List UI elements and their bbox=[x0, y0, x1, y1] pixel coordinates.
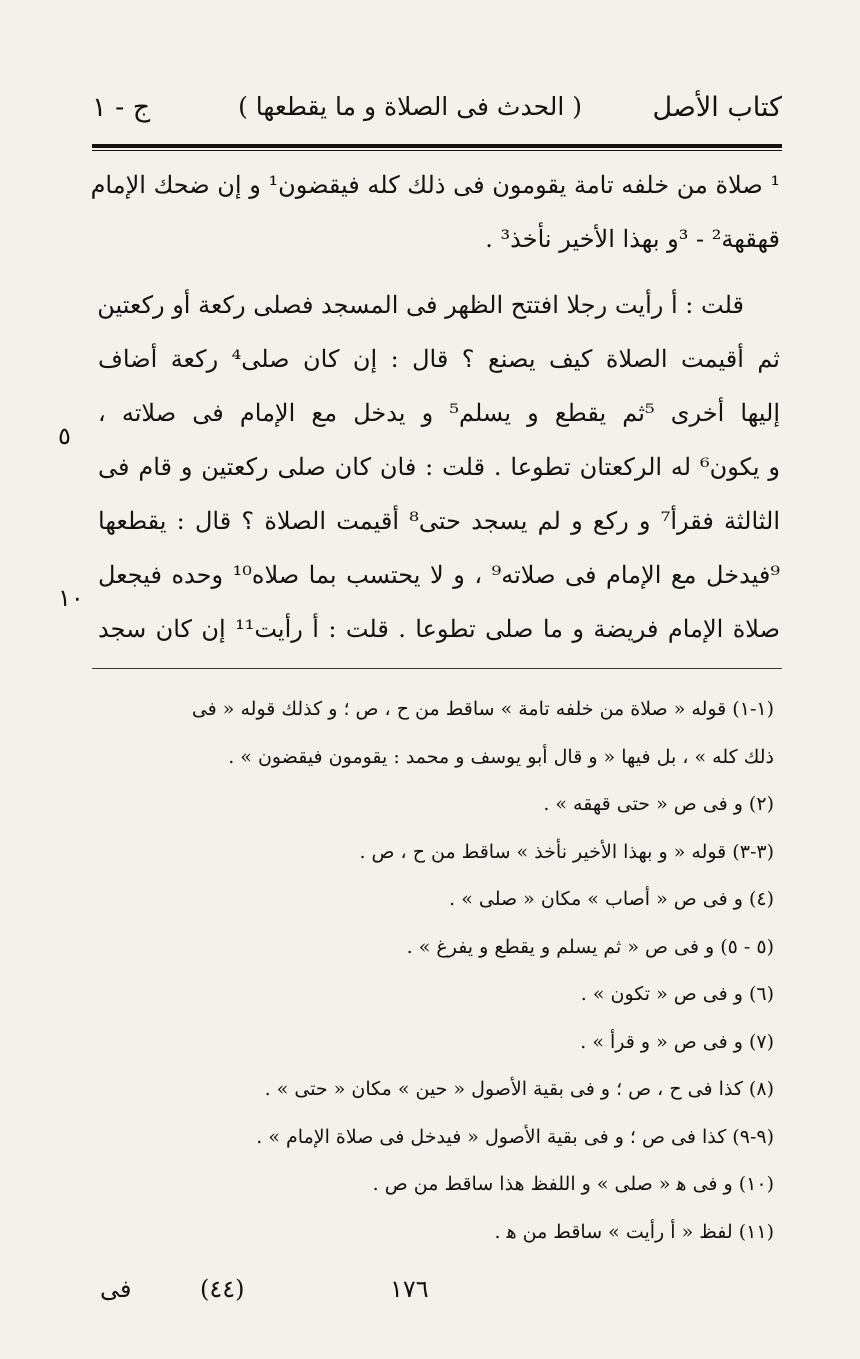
running-header bbox=[92, 88, 782, 138]
volume-number: ج - ١ bbox=[92, 92, 151, 123]
footnote: (٨) كذا فى ح ، ص ؛ و فى بقية الأصول « حين » مكان « حتى » . bbox=[264, 1078, 774, 1100]
text-line: الثالثة فقرأ⁷ و ركع و لم يسجد حتى⁸ أقيمت الصلاة ؟ قال : يقطعها bbox=[98, 507, 781, 535]
footnote: (١١) لفظ « أ رأيت » ساقط من ﻫ . bbox=[494, 1220, 774, 1243]
footnotes bbox=[98, 686, 780, 1256]
page-number: ١٧٦ bbox=[390, 1275, 429, 1303]
footnote: (١-١) قوله « صلاة من خلفه تامة » ساقط من ح ، ص ؛ و كذلك قوله « فى bbox=[191, 698, 774, 720]
header-rule-thin bbox=[92, 150, 782, 151]
text-line: و يكون⁶ له الركعتان تطوعا . قلت : فان كان صلى ركعتين و قام فى bbox=[98, 453, 780, 481]
line-number-marker: ٥ bbox=[58, 422, 71, 450]
footnote: ذلك كله » ، بل فيها « و قال أبو يوسف و محمد : يقومون فيقضون » . bbox=[228, 745, 774, 768]
footnote: (١٠) و فى ﻫ « صلى » و اللفظ هذا ساقط من ص . bbox=[372, 1173, 774, 1195]
signature-catchword: فى bbox=[100, 1275, 132, 1303]
text-line: ثم أقيمت الصلاة كيف يصنع ؟ قال : إن كان صلى⁴ ركعة أضاف bbox=[98, 345, 780, 373]
text-line: صلاة الإمام فريضة و ما صلى تطوعا . قلت : أ رأيت¹¹ إن كان سجد bbox=[98, 615, 780, 643]
chapter-title: ( الحدث فى الصلاة و ما يقطعها ) bbox=[238, 92, 582, 121]
footnote: (٦) و فى ص « تكون » . bbox=[580, 983, 774, 1005]
footnote: (٥ - ٥) و فى ص « ثم يسلم و يقطع و يفرغ » . bbox=[406, 935, 774, 958]
text-line: ¹ صلاة من خلفه تامة يقومون فى ذلك كله فيقضون¹ و إن ضحك الإمام bbox=[90, 171, 780, 199]
header-rule-thick bbox=[92, 144, 782, 148]
book-title: كتاب الأصل bbox=[652, 92, 782, 123]
sheet-number: (٤٤) bbox=[200, 1275, 245, 1303]
footnote: (٧) و فى ص « و قرأ » . bbox=[580, 1030, 774, 1053]
text-line: إليها أخرى ⁵ثم يقطع و يسلم⁵ و يدخل مع الإمام فى صلاته ، bbox=[98, 399, 781, 427]
main-text bbox=[90, 158, 781, 656]
footnote-divider bbox=[92, 668, 782, 669]
footnote: (٣-٣) قوله « و بهذا الأخير نأخذ » ساقط من ح ، ص . bbox=[359, 840, 774, 863]
text-line: ⁹فيدخل مع الإمام فى صلاته⁹ ، و لا يحتسب بما صلاه¹⁰ وحده فيجعل bbox=[98, 561, 781, 589]
footnote: (٤) و فى ص « أصاب » مكان « صلى » . bbox=[449, 888, 774, 910]
footnote: (٩-٩) كذا فى ص ؛ و فى بقية الأصول « فيدخل فى صلاة الإمام » . bbox=[256, 1125, 774, 1148]
text-line: قهقهة² - ³و بهذا الأخير نأخذ³ . bbox=[485, 225, 780, 253]
footnote: (٢) و فى ص « حتى قهقه » . bbox=[543, 793, 774, 815]
page-footer bbox=[92, 1275, 782, 1315]
line-number-marker: ١٠ bbox=[58, 584, 84, 612]
text-line: قلت : أ رأيت رجلا افتتح الظهر فى المسجد فصلى ركعة أو ركعتين bbox=[97, 291, 744, 319]
